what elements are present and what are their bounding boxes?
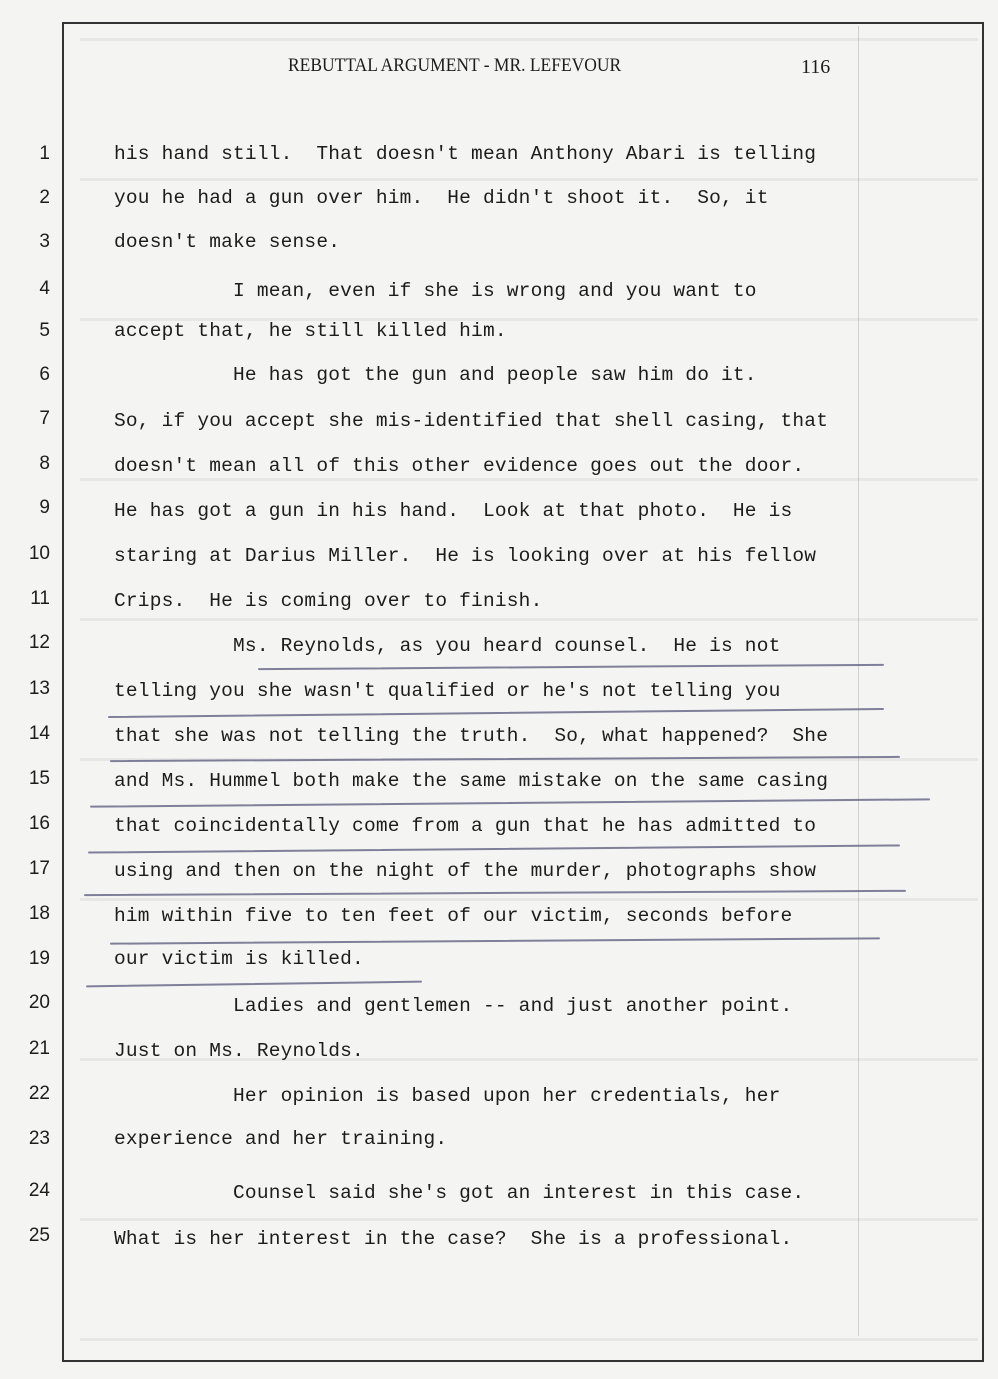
transcript-line: Counsel said she's got an interest in this case. [114,1182,805,1204]
line-number: 15 [28,768,50,789]
line-number: 19 [28,948,50,969]
line-number: 2 [39,187,50,208]
line-number: 4 [39,278,50,299]
transcript-line: using and then on the night of the murder, photographs show [114,860,817,882]
transcript-line: doesn't make sense. [114,231,341,253]
line-number: 1 [39,143,50,164]
line-number: 10 [28,543,50,564]
transcript-line: He has got a gun in his hand. Look at that photo. He is [114,500,793,522]
transcript-line: you he had a gun over him. He didn't shoot it. So, it [114,187,769,209]
transcript-line: and Ms. Hummel both make the same mistake on the same casing [114,770,829,792]
line-number: 8 [39,453,50,474]
line-number: 5 [39,320,50,341]
line-number: 7 [39,408,50,429]
line-number: 21 [28,1038,50,1059]
line-number: 12 [28,632,50,653]
transcript-line: Ms. Reynolds, as you heard counsel. He is not [114,635,781,657]
transcript-line: So, if you accept she mis-identified that shell casing, that [114,410,829,432]
transcript-line: telling you she wasn't qualified or he's not telling you [114,680,781,702]
transcript-line: his hand still. That doesn't mean Anthony Abari is telling [114,143,817,165]
line-number: 17 [28,858,50,879]
line-number: 13 [28,678,50,699]
line-number: 20 [28,992,50,1013]
transcript-line: staring at Darius Miller. He is looking over at his fellow [114,545,817,567]
transcript-line: He has got the gun and people saw him do it. [114,364,757,386]
line-number: 11 [30,588,50,609]
line-number: 18 [28,903,50,924]
transcript-line: him within five to ten feet of our victim, seconds before [114,905,793,927]
transcript-line: I mean, even if she is wrong and you want to [114,280,757,302]
line-number: 25 [28,1225,50,1246]
transcript-line: doesn't mean all of this other evidence goes out the door. [114,455,805,477]
line-number: 23 [28,1128,50,1149]
transcript-line: accept that, he still killed him. [114,320,507,342]
transcript-line: Her opinion is based upon her credentials, her [114,1085,781,1107]
transcript-line: that coincidentally come from a gun that he has admitted to [114,815,817,837]
transcript-line: experience and her training. [114,1128,448,1150]
page-inner-edge [858,26,859,1336]
page-header-title: REBUTTAL ARGUMENT - MR. LEFEVOUR [288,55,622,76]
line-number: 14 [28,723,50,744]
line-number: 16 [28,813,50,834]
line-number: 22 [28,1083,50,1104]
line-number: 3 [39,231,50,252]
transcript-line: What is her interest in the case? She is a professional. [114,1228,793,1250]
transcript-line: Just on Ms. Reynolds. [114,1040,364,1062]
transcript-line: Ladies and gentlemen -- and just another point. [114,995,793,1017]
page-number: 116 [801,56,831,78]
line-number: 24 [28,1180,50,1201]
line-number: 6 [39,364,50,385]
transcript-line: our victim is killed. [114,948,364,970]
transcript-line: that she was not telling the truth. So, what happened? She [114,725,829,747]
transcript-line: Crips. He is coming over to finish. [114,590,543,612]
line-number: 9 [39,497,50,518]
